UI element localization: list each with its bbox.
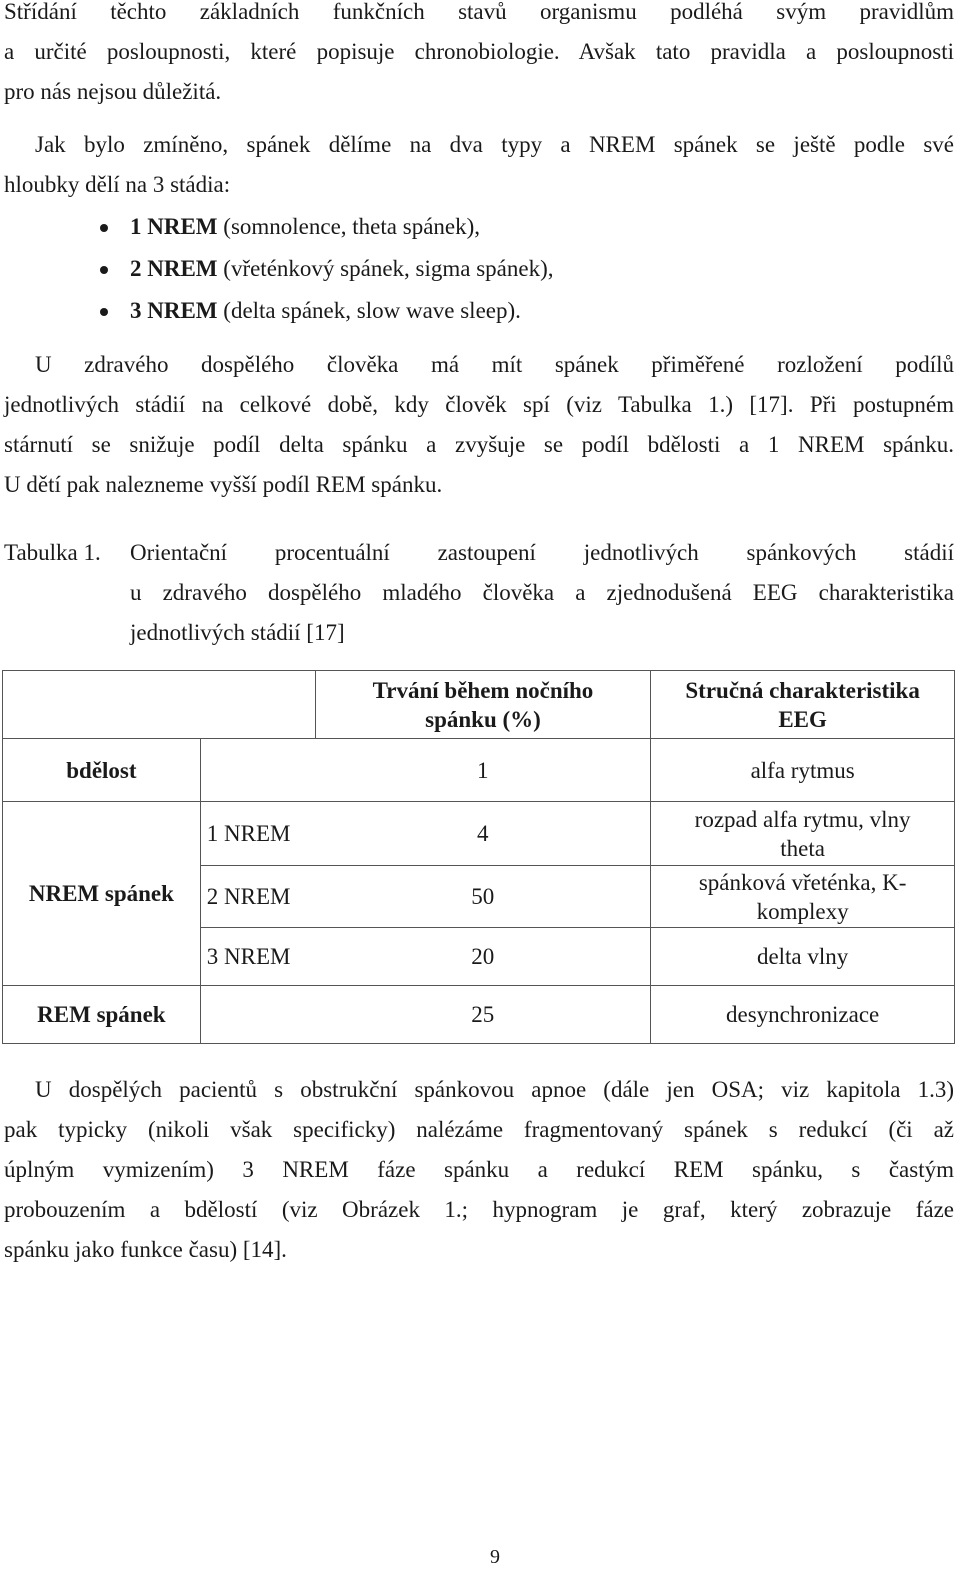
intro-paragraph [4, 0, 954, 112]
stages-intro-paragraph [4, 125, 954, 205]
text-line: jednotlivých stádií [17] [130, 620, 345, 645]
eeg-text: komplexy [756, 898, 849, 924]
text-line: pak typicky (nikoli však specificky) nalézáme fragmentovaný spánek s redukcí (či až [4, 1117, 954, 1142]
eeg-text: theta [780, 835, 825, 861]
text-line: úplným vymizením) 3 NREM fáze spánku a redukcí REM spánku, s častým [4, 1157, 954, 1182]
caption-text [130, 533, 954, 653]
list-item [0, 290, 960, 332]
stage-name: 1 NREM [130, 214, 218, 239]
healthy-adult-paragraph [4, 345, 954, 505]
stage-cell [200, 986, 315, 1044]
text-line: Střídání těchto základních funkčních stavů organismu podléhá svým pravidlům [4, 0, 954, 24]
stage-name: 3 NREM [130, 298, 218, 323]
stage-cell: 2 NREM [200, 866, 315, 928]
eeg-cell: desynchronizace [651, 986, 955, 1044]
text-line: stárnutí se snižuje podíl delta spánku a zvyšuje se podíl bdělosti a 1 NREM spánku. [4, 432, 954, 457]
eeg-cell [651, 802, 955, 866]
stage-description: (vřeténkový spánek, sigma spánek), [217, 256, 554, 281]
table-row [3, 739, 955, 802]
stage-description: (delta spánek, slow wave sleep). [217, 298, 521, 323]
list-item [0, 206, 960, 248]
duration-cell: 25 [315, 986, 651, 1044]
text-line: probouzením a bdělostí (viz Obrázek 1.; hypnogram je graf, který zobrazuje fáze [4, 1197, 954, 1222]
row-label: REM spánek [3, 986, 201, 1044]
text-line: jednotlivých stádií na celkové době, kdy člověk spí (viz Tabulka 1.) [17]. Při postupném [4, 392, 954, 417]
header-text: spánku (%) [425, 706, 541, 732]
eeg-cell: alfa rytmus [651, 739, 955, 802]
stage-cell: 3 NREM [200, 928, 315, 986]
eeg-text: spánková vřeténka, K- [698, 869, 907, 895]
text-line: Orientační procentuální zastoupení jednotlivých spánkových stádií [130, 540, 954, 565]
eeg-cell: delta vlny [651, 928, 955, 986]
caption-label: Tabulka 1. [4, 540, 101, 565]
table-header-empty [3, 671, 316, 739]
stage-description: (somnolence, theta spánek), [217, 214, 481, 239]
table-row [3, 802, 955, 866]
duration-cell: 4 [315, 802, 651, 866]
duration-cell: 50 [315, 866, 651, 928]
table-header-eeg [651, 671, 955, 739]
text-line: U dětí pak nalezneme vyšší podíl REM spánku. [4, 472, 443, 497]
text-line: a určité posloupnosti, které popisuje chronobiologie. Avšak tato pravidla a posloupnosti [4, 39, 954, 64]
table-header-duration [315, 671, 651, 739]
table-row [3, 986, 955, 1044]
eeg-text: rozpad alfa rytmu, vlny [694, 806, 911, 832]
stage-cell: 1 NREM [200, 802, 315, 866]
duration-cell: 1 [315, 739, 651, 802]
text-line: U dospělých pacientů s obstrukční spánkovou apnoe (dále jen OSA; viz kapitola 1.3) [35, 1077, 954, 1102]
text-line: pro nás nejsou důležitá. [4, 79, 222, 104]
list-item [0, 248, 960, 290]
stage-cell [200, 739, 315, 802]
header-text: Trvání během nočního [372, 677, 594, 703]
bullet-icon [100, 266, 108, 274]
bullet-icon [100, 308, 108, 316]
header-text: Stručná charakteristika [685, 677, 920, 703]
text-line: spánku jako funkce času) [14]. [4, 1237, 287, 1262]
osa-paragraph [4, 1070, 954, 1270]
sleep-stages-list [0, 206, 960, 332]
row-label: bdělost [3, 739, 201, 802]
sleep-stages-table [2, 670, 955, 1044]
text-line: hloubky dělí na 3 stádia: [4, 172, 231, 197]
header-text: EEG [778, 706, 827, 732]
table-header-row [3, 671, 955, 739]
row-label: NREM spánek [3, 802, 201, 986]
duration-cell: 20 [315, 928, 651, 986]
eeg-cell [651, 866, 955, 928]
text-line: U zdravého dospělého člověka má mít spánek přiměřené rozložení podílů [35, 352, 954, 377]
text-line: u zdravého dospělého mladého člověka a zjednodušená EEG charakteristika [130, 580, 954, 605]
bullet-icon [100, 224, 108, 232]
page-number: 9 [490, 1546, 500, 1568]
text-line: Jak bylo zmíněno, spánek dělíme na dva typy a NREM spánek se ještě podle své [35, 132, 954, 157]
stage-name: 2 NREM [130, 256, 218, 281]
